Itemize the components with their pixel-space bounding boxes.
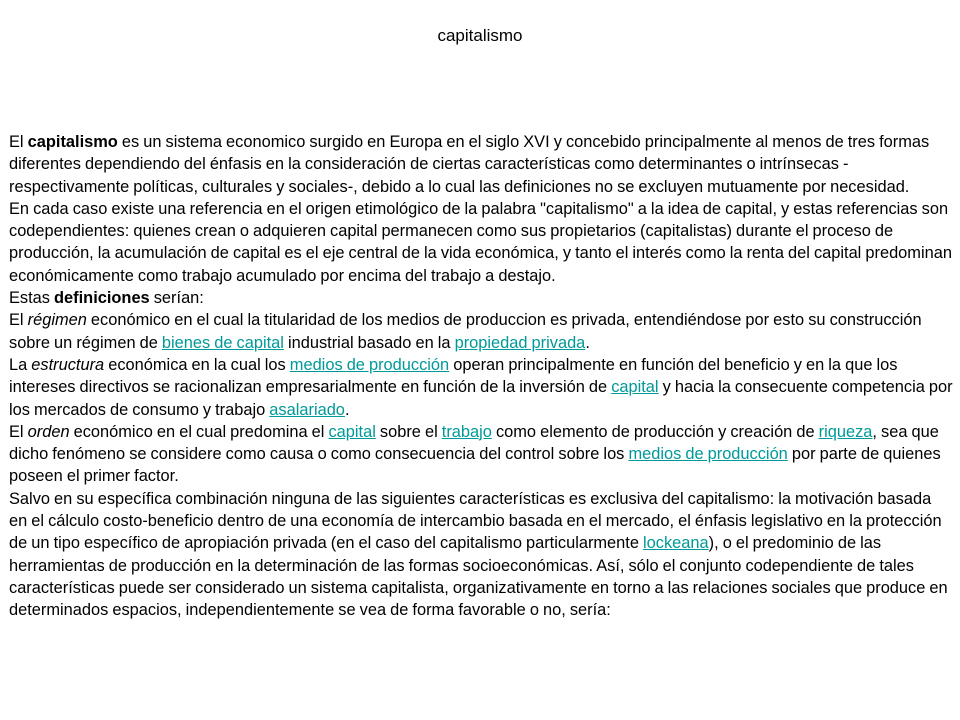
paragraph-estructura: La estructura económica en la cual los medios de producción operan principalmente en función del beneficio y en la que los intereses directivos se racionalizan empresarialmente en función de la inversión de capital y hacia la consecuente competencia por los mercados de consumo y trabajo asalariado. xyxy=(9,355,953,419)
link-capital[interactable]: capital xyxy=(611,378,659,397)
document-body xyxy=(9,131,953,622)
link-bienes-de-capital[interactable]: bienes de capital xyxy=(161,333,284,352)
link-propiedad-privada[interactable]: propiedad privada xyxy=(454,333,586,352)
link-capital-orden[interactable]: capital xyxy=(328,422,376,441)
link-trabajo[interactable]: trabajo xyxy=(441,422,492,441)
bold-term-definiciones: definiciones xyxy=(54,289,150,308)
link-lockeana[interactable]: lockeana xyxy=(643,534,709,553)
link-riqueza[interactable]: riqueza xyxy=(818,422,873,441)
link-asalariado[interactable]: asalariado xyxy=(269,400,345,419)
italic-term-orden: orden xyxy=(27,422,70,441)
bold-term-capitalismo: capitalismo xyxy=(27,133,118,151)
paragraph-caracteristicas: Salvo en su específica combinación ninguna de las siguientes características es exclusiva del capitalismo: la motivación basada en el cálculo costo-beneficio dentro de una economía de intercambio basada en el mercado, el énfasis legislativo en la protección de un tipo específico de apropiación privada (en el caso del capitalismo particularmente lockeana), o el predominio de las herramientas de producción en la determinación de las formas socioeconómicas. Así, sólo el conjunto codependiente de tales características puede ser considerado un sistema capitalista, organizativamente en torno a las relaciones sociales que produce en determinados espacios, independientemente se vea de forma favorable o no, sería: xyxy=(9,489,948,620)
link-medios-de-produccion[interactable]: medios de producción xyxy=(289,355,450,374)
page-title: capitalismo xyxy=(437,26,523,45)
paragraph-orden: El orden económico en el cual predomina el capital sobre el trabajo como elemento de producción y creación de riqueza, sea que dicho fenómeno se considere como causa o como consecuencia del control sobre los medios de producción por parte de quienes poseen el primer factor. xyxy=(9,422,941,486)
paragraph-etymology: En cada caso existe una referencia en el origen etimológico de la palabra "capitalismo" a la idea de capital, y estas referencias son codependientes: quienes crean o adquieren capital permanecen como sus propietarios (capitalistas) durante el proceso de producción, la acumulación de capital es el eje central de la vida económica, y tanto el interés como la renta del capital predominan económicamente como trabajo acumulado por encima del trabajo a destajo. xyxy=(9,199,952,285)
italic-term-estructura: estructura xyxy=(31,355,105,374)
paragraph-definitions-heading: Estas definiciones serían: xyxy=(9,289,204,308)
italic-term-regimen: régimen xyxy=(27,311,87,330)
link-medios-de-produccion-orden[interactable]: medios de producción xyxy=(628,445,788,464)
paragraph-regimen: El régimen económico en el cual la titularidad de los medios de produccion es privada, entendiéndose por esto su construcción sobre un régimen de bienes de capital industrial basado en la propiedad privada. xyxy=(9,311,922,352)
paragraph-intro: El capitalismo es un sistema economico surgido en Europa en el siglo XVI y concebido principalmente al menos de tres formas diferentes dependiendo del énfasis en la consideración de ciertas características como determinantes o intrínsecas -respectivamente políticas, culturales y sociales-, debido a lo cual las definiciones no se excluyen mutuamente por necesidad. xyxy=(9,133,930,196)
